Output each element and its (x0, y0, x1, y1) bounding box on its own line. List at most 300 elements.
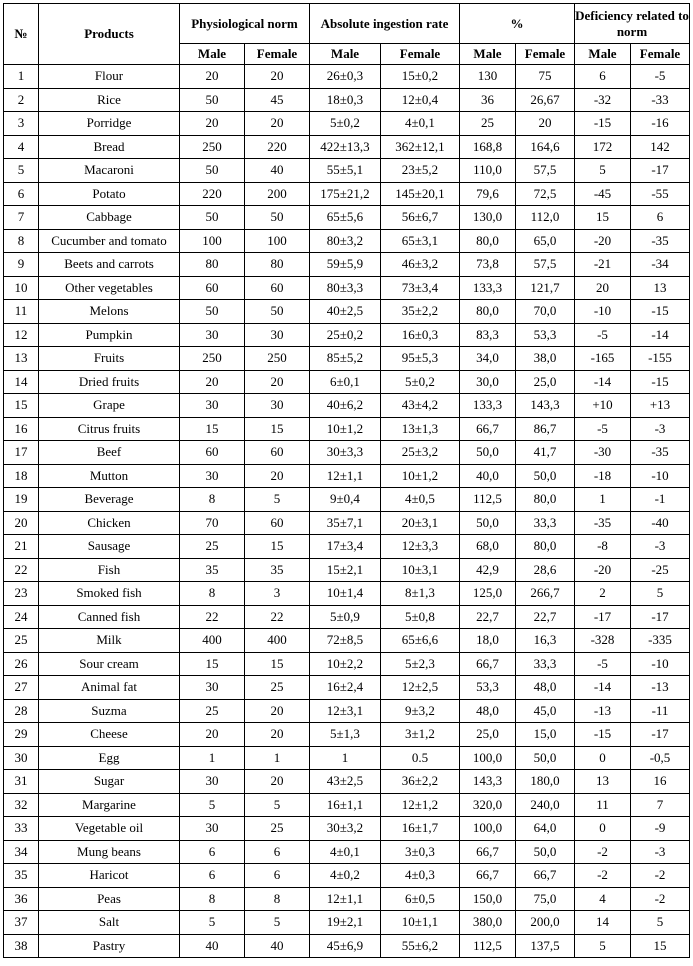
norm-male-cell: 30 (180, 464, 245, 488)
row-number-cell: 32 (4, 793, 39, 817)
percent-male-cell: 66,7 (460, 840, 516, 864)
percent-male-cell: 66,7 (460, 417, 516, 441)
header-physiological-norm: Physiological norm (180, 4, 310, 44)
deficiency-female-cell: +13 (631, 394, 690, 418)
row-number-cell: 33 (4, 817, 39, 841)
deficiency-male-cell: -20 (575, 229, 631, 253)
row-number-cell: 37 (4, 911, 39, 935)
ingestion-male-cell: 175±21,2 (310, 182, 381, 206)
percent-female-cell: 66,7 (516, 864, 575, 888)
percent-male-cell: 48,0 (460, 699, 516, 723)
ingestion-male-cell: 59±5,9 (310, 253, 381, 277)
percent-female-cell: 180,0 (516, 770, 575, 794)
norm-female-cell: 60 (245, 511, 310, 535)
header-norm-male: Male (180, 44, 245, 65)
deficiency-female-cell: -15 (631, 370, 690, 394)
table-row (4, 558, 690, 582)
percent-male-cell: 50,0 (460, 511, 516, 535)
norm-female-cell: 5 (245, 488, 310, 512)
header-percent-male: Male (460, 44, 516, 65)
deficiency-male-cell: 0 (575, 746, 631, 770)
norm-female-cell: 5 (245, 911, 310, 935)
norm-male-cell: 25 (180, 535, 245, 559)
row-number-cell: 26 (4, 652, 39, 676)
ingestion-female-cell: 95±5,3 (381, 347, 460, 371)
norm-female-cell: 30 (245, 323, 310, 347)
header-deficiency: Deficiency related to norm (575, 4, 690, 44)
row-number-cell: 38 (4, 934, 39, 958)
percent-female-cell: 38,0 (516, 347, 575, 371)
product-name-cell: Melons (39, 300, 180, 324)
table-row (4, 464, 690, 488)
percent-female-cell: 121,7 (516, 276, 575, 300)
deficiency-female-cell: 13 (631, 276, 690, 300)
norm-female-cell: 40 (245, 159, 310, 183)
table-row (4, 370, 690, 394)
deficiency-male-cell: -13 (575, 699, 631, 723)
deficiency-female-cell: -17 (631, 605, 690, 629)
norm-female-cell: 200 (245, 182, 310, 206)
ingestion-male-cell: 10±1,2 (310, 417, 381, 441)
percent-male-cell: 42,9 (460, 558, 516, 582)
norm-female-cell: 100 (245, 229, 310, 253)
norm-male-cell: 8 (180, 582, 245, 606)
percent-male-cell: 112,5 (460, 934, 516, 958)
deficiency-male-cell: 5 (575, 934, 631, 958)
deficiency-female-cell: -155 (631, 347, 690, 371)
deficiency-female-cell: -13 (631, 676, 690, 700)
percent-female-cell: 86,7 (516, 417, 575, 441)
row-number-cell: 20 (4, 511, 39, 535)
ingestion-female-cell: 15±0,2 (381, 65, 460, 89)
table-row (4, 441, 690, 465)
product-name-cell: Animal fat (39, 676, 180, 700)
norm-male-cell: 20 (180, 112, 245, 136)
row-number-cell: 21 (4, 535, 39, 559)
table-row (4, 793, 690, 817)
product-name-cell: Haricot (39, 864, 180, 888)
norm-male-cell: 250 (180, 347, 245, 371)
percent-male-cell: 25 (460, 112, 516, 136)
percent-male-cell: 130,0 (460, 206, 516, 230)
percent-male-cell: 25,0 (460, 723, 516, 747)
product-name-cell: Salt (39, 911, 180, 935)
ingestion-female-cell: 9±3,2 (381, 699, 460, 723)
deficiency-female-cell: -2 (631, 864, 690, 888)
product-name-cell: Macaroni (39, 159, 180, 183)
table-row (4, 206, 690, 230)
norm-male-cell: 20 (180, 370, 245, 394)
product-name-cell: Bread (39, 135, 180, 159)
deficiency-female-cell: 6 (631, 206, 690, 230)
norm-male-cell: 100 (180, 229, 245, 253)
deficiency-female-cell: 5 (631, 582, 690, 606)
ingestion-male-cell: 17±3,4 (310, 535, 381, 559)
row-number-cell: 30 (4, 746, 39, 770)
deficiency-female-cell: -3 (631, 535, 690, 559)
header-deficiency-female: Female (631, 44, 690, 65)
norm-male-cell: 400 (180, 629, 245, 653)
ingestion-female-cell: 3±1,2 (381, 723, 460, 747)
percent-male-cell: 73,8 (460, 253, 516, 277)
percent-female-cell: 143,3 (516, 394, 575, 418)
percent-male-cell: 125,0 (460, 582, 516, 606)
ingestion-female-cell: 12±0,4 (381, 88, 460, 112)
norm-male-cell: 60 (180, 441, 245, 465)
table-row (4, 417, 690, 441)
table-row (4, 746, 690, 770)
table-row (4, 699, 690, 723)
table-row (4, 817, 690, 841)
deficiency-female-cell: -11 (631, 699, 690, 723)
ingestion-male-cell: 12±1,1 (310, 464, 381, 488)
ingestion-female-cell: 65±3,1 (381, 229, 460, 253)
deficiency-female-cell: -16 (631, 112, 690, 136)
table-row (4, 300, 690, 324)
percent-male-cell: 40,0 (460, 464, 516, 488)
ingestion-male-cell: 35±7,1 (310, 511, 381, 535)
deficiency-female-cell: -2 (631, 887, 690, 911)
percent-male-cell: 68,0 (460, 535, 516, 559)
norm-male-cell: 30 (180, 323, 245, 347)
deficiency-female-cell: -25 (631, 558, 690, 582)
product-name-cell: Other vegetables (39, 276, 180, 300)
row-number-cell: 3 (4, 112, 39, 136)
ingestion-female-cell: 5±2,3 (381, 652, 460, 676)
ingestion-male-cell: 5±0,9 (310, 605, 381, 629)
deficiency-male-cell: 1 (575, 488, 631, 512)
ingestion-female-cell: 55±6,2 (381, 934, 460, 958)
row-number-cell: 24 (4, 605, 39, 629)
deficiency-female-cell: -335 (631, 629, 690, 653)
ingestion-male-cell: 12±3,1 (310, 699, 381, 723)
percent-female-cell: 80,0 (516, 488, 575, 512)
product-name-cell: Pumpkin (39, 323, 180, 347)
product-name-cell: Margarine (39, 793, 180, 817)
ingestion-female-cell: 35±2,2 (381, 300, 460, 324)
deficiency-male-cell: -15 (575, 112, 631, 136)
deficiency-female-cell: -40 (631, 511, 690, 535)
norm-male-cell: 20 (180, 723, 245, 747)
percent-male-cell: 34,0 (460, 347, 516, 371)
deficiency-male-cell: 4 (575, 887, 631, 911)
deficiency-male-cell: -30 (575, 441, 631, 465)
norm-female-cell: 45 (245, 88, 310, 112)
norm-female-cell: 60 (245, 441, 310, 465)
table-header (4, 4, 690, 65)
ingestion-female-cell: 10±1,1 (381, 911, 460, 935)
deficiency-male-cell: -5 (575, 652, 631, 676)
table-row (4, 723, 690, 747)
deficiency-female-cell: 5 (631, 911, 690, 935)
ingestion-male-cell: 40±2,5 (310, 300, 381, 324)
norm-female-cell: 15 (245, 417, 310, 441)
percent-male-cell: 168,8 (460, 135, 516, 159)
ingestion-male-cell: 16±1,1 (310, 793, 381, 817)
percent-male-cell: 143,3 (460, 770, 516, 794)
deficiency-male-cell: 5 (575, 159, 631, 183)
ingestion-female-cell: 0.5 (381, 746, 460, 770)
norm-female-cell: 3 (245, 582, 310, 606)
row-number-cell: 34 (4, 840, 39, 864)
deficiency-male-cell: -15 (575, 723, 631, 747)
percent-female-cell: 64,0 (516, 817, 575, 841)
norm-female-cell: 15 (245, 652, 310, 676)
product-name-cell: Mutton (39, 464, 180, 488)
deficiency-male-cell: -14 (575, 676, 631, 700)
norm-male-cell: 35 (180, 558, 245, 582)
percent-female-cell: 266,7 (516, 582, 575, 606)
product-name-cell: Sour cream (39, 652, 180, 676)
percent-female-cell: 16,3 (516, 629, 575, 653)
norm-male-cell: 30 (180, 770, 245, 794)
norm-female-cell: 15 (245, 535, 310, 559)
row-number-cell: 12 (4, 323, 39, 347)
deficiency-female-cell: -55 (631, 182, 690, 206)
norm-female-cell: 250 (245, 347, 310, 371)
row-number-cell: 18 (4, 464, 39, 488)
header-norm-female: Female (245, 44, 310, 65)
product-name-cell: Cucumber and tomato (39, 229, 180, 253)
norm-female-cell: 6 (245, 864, 310, 888)
norm-male-cell: 220 (180, 182, 245, 206)
deficiency-male-cell: -2 (575, 840, 631, 864)
row-number-cell: 11 (4, 300, 39, 324)
percent-female-cell: 80,0 (516, 535, 575, 559)
norm-female-cell: 20 (245, 65, 310, 89)
norm-male-cell: 8 (180, 488, 245, 512)
row-number-cell: 4 (4, 135, 39, 159)
percent-male-cell: 53,3 (460, 676, 516, 700)
ingestion-male-cell: 6±0,1 (310, 370, 381, 394)
percent-female-cell: 33,3 (516, 652, 575, 676)
percent-male-cell: 80,0 (460, 229, 516, 253)
norm-male-cell: 70 (180, 511, 245, 535)
ingestion-female-cell: 10±1,2 (381, 464, 460, 488)
percent-male-cell: 80,0 (460, 300, 516, 324)
norm-male-cell: 8 (180, 887, 245, 911)
row-number-cell: 7 (4, 206, 39, 230)
row-number-cell: 15 (4, 394, 39, 418)
percent-female-cell: 20 (516, 112, 575, 136)
row-number-cell: 9 (4, 253, 39, 277)
norm-female-cell: 25 (245, 817, 310, 841)
norm-female-cell: 22 (245, 605, 310, 629)
norm-female-cell: 1 (245, 746, 310, 770)
ingestion-male-cell: 25±0,2 (310, 323, 381, 347)
product-name-cell: Beverage (39, 488, 180, 512)
row-number-cell: 23 (4, 582, 39, 606)
deficiency-male-cell: 2 (575, 582, 631, 606)
percent-female-cell: 57,5 (516, 159, 575, 183)
deficiency-male-cell: -45 (575, 182, 631, 206)
deficiency-female-cell: -34 (631, 253, 690, 277)
row-number-cell: 36 (4, 887, 39, 911)
ingestion-female-cell: 56±6,7 (381, 206, 460, 230)
percent-male-cell: 18,0 (460, 629, 516, 653)
ingestion-male-cell: 80±3,2 (310, 229, 381, 253)
table-row (4, 605, 690, 629)
norm-female-cell: 40 (245, 934, 310, 958)
norm-female-cell: 25 (245, 676, 310, 700)
deficiency-male-cell: -10 (575, 300, 631, 324)
norm-female-cell: 220 (245, 135, 310, 159)
product-name-cell: Smoked fish (39, 582, 180, 606)
norm-male-cell: 30 (180, 817, 245, 841)
ingestion-male-cell: 10±2,2 (310, 652, 381, 676)
table-row (4, 323, 690, 347)
norm-male-cell: 5 (180, 911, 245, 935)
row-number-cell: 6 (4, 182, 39, 206)
deficiency-male-cell: 6 (575, 65, 631, 89)
deficiency-female-cell: -5 (631, 65, 690, 89)
ingestion-male-cell: 15±2,1 (310, 558, 381, 582)
norm-female-cell: 35 (245, 558, 310, 582)
ingestion-female-cell: 4±0,5 (381, 488, 460, 512)
deficiency-female-cell: -17 (631, 723, 690, 747)
percent-female-cell: 41,7 (516, 441, 575, 465)
row-number-cell: 28 (4, 699, 39, 723)
ingestion-male-cell: 26±0,3 (310, 65, 381, 89)
ingestion-female-cell: 3±0,3 (381, 840, 460, 864)
percent-male-cell: 36 (460, 88, 516, 112)
norm-male-cell: 50 (180, 206, 245, 230)
header-number: № (4, 4, 39, 65)
ingestion-male-cell: 72±8,5 (310, 629, 381, 653)
table-row (4, 135, 690, 159)
deficiency-female-cell: -3 (631, 417, 690, 441)
percent-female-cell: 45,0 (516, 699, 575, 723)
percent-male-cell: 320,0 (460, 793, 516, 817)
percent-male-cell: 130 (460, 65, 516, 89)
percent-male-cell: 100,0 (460, 746, 516, 770)
ingestion-female-cell: 12±1,2 (381, 793, 460, 817)
table-row (4, 511, 690, 535)
norm-female-cell: 80 (245, 253, 310, 277)
ingestion-male-cell: 19±2,1 (310, 911, 381, 935)
ingestion-female-cell: 145±20,1 (381, 182, 460, 206)
norm-male-cell: 40 (180, 934, 245, 958)
percent-female-cell: 25,0 (516, 370, 575, 394)
product-name-cell: Cabbage (39, 206, 180, 230)
table-row (4, 88, 690, 112)
deficiency-male-cell: 14 (575, 911, 631, 935)
percent-male-cell: 133,3 (460, 394, 516, 418)
norm-female-cell: 20 (245, 770, 310, 794)
table-row (4, 629, 690, 653)
deficiency-female-cell: -35 (631, 229, 690, 253)
norm-female-cell: 8 (245, 887, 310, 911)
deficiency-female-cell: -35 (631, 441, 690, 465)
table-row (4, 582, 690, 606)
header-ingestion-male: Male (310, 44, 381, 65)
ingestion-female-cell: 43±4,2 (381, 394, 460, 418)
norm-female-cell: 20 (245, 464, 310, 488)
deficiency-male-cell: 13 (575, 770, 631, 794)
ingestion-female-cell: 65±6,6 (381, 629, 460, 653)
ingestion-female-cell: 5±0,2 (381, 370, 460, 394)
table-row (4, 182, 690, 206)
norm-male-cell: 50 (180, 88, 245, 112)
header-percent-female: Female (516, 44, 575, 65)
ingestion-female-cell: 4±0,3 (381, 864, 460, 888)
percent-female-cell: 164,6 (516, 135, 575, 159)
percent-female-cell: 26,67 (516, 88, 575, 112)
row-number-cell: 29 (4, 723, 39, 747)
product-name-cell: Fruits (39, 347, 180, 371)
norm-female-cell: 50 (245, 206, 310, 230)
norm-male-cell: 5 (180, 793, 245, 817)
percent-female-cell: 28,6 (516, 558, 575, 582)
ingestion-female-cell: 16±0,3 (381, 323, 460, 347)
norm-male-cell: 20 (180, 65, 245, 89)
percent-male-cell: 50,0 (460, 441, 516, 465)
table-row (4, 887, 690, 911)
deficiency-female-cell: 142 (631, 135, 690, 159)
product-name-cell: Beef (39, 441, 180, 465)
header-products: Products (39, 4, 180, 65)
product-name-cell: Fish (39, 558, 180, 582)
norm-female-cell: 5 (245, 793, 310, 817)
header-deficiency-male: Male (575, 44, 631, 65)
product-name-cell: Grape (39, 394, 180, 418)
norm-female-cell: 20 (245, 370, 310, 394)
row-number-cell: 10 (4, 276, 39, 300)
norm-male-cell: 6 (180, 840, 245, 864)
deficiency-male-cell: -2 (575, 864, 631, 888)
percent-male-cell: 22,7 (460, 605, 516, 629)
row-number-cell: 35 (4, 864, 39, 888)
percent-female-cell: 50,0 (516, 464, 575, 488)
ingestion-female-cell: 36±2,2 (381, 770, 460, 794)
deficiency-male-cell: -20 (575, 558, 631, 582)
deficiency-female-cell: 7 (631, 793, 690, 817)
ingestion-male-cell: 30±3,2 (310, 817, 381, 841)
norm-male-cell: 60 (180, 276, 245, 300)
percent-male-cell: 83,3 (460, 323, 516, 347)
deficiency-female-cell: -0,5 (631, 746, 690, 770)
nutrition-table (3, 3, 690, 958)
deficiency-female-cell: -10 (631, 652, 690, 676)
ingestion-female-cell: 20±3,1 (381, 511, 460, 535)
ingestion-female-cell: 23±5,2 (381, 159, 460, 183)
percent-female-cell: 33,3 (516, 511, 575, 535)
product-name-cell: Suzma (39, 699, 180, 723)
product-name-cell: Dried fruits (39, 370, 180, 394)
row-number-cell: 17 (4, 441, 39, 465)
percent-female-cell: 112,0 (516, 206, 575, 230)
table-row (4, 934, 690, 958)
product-name-cell: Sausage (39, 535, 180, 559)
ingestion-male-cell: 40±6,2 (310, 394, 381, 418)
norm-male-cell: 1 (180, 746, 245, 770)
deficiency-male-cell: -21 (575, 253, 631, 277)
norm-female-cell: 20 (245, 723, 310, 747)
ingestion-male-cell: 80±3,3 (310, 276, 381, 300)
percent-female-cell: 240,0 (516, 793, 575, 817)
product-name-cell: Rice (39, 88, 180, 112)
table-row (4, 394, 690, 418)
table-row (4, 253, 690, 277)
norm-male-cell: 15 (180, 652, 245, 676)
percent-female-cell: 65,0 (516, 229, 575, 253)
ingestion-male-cell: 45±6,9 (310, 934, 381, 958)
percent-male-cell: 66,7 (460, 652, 516, 676)
deficiency-male-cell: -8 (575, 535, 631, 559)
deficiency-male-cell: -5 (575, 323, 631, 347)
deficiency-male-cell: 172 (575, 135, 631, 159)
percent-male-cell: 150,0 (460, 887, 516, 911)
